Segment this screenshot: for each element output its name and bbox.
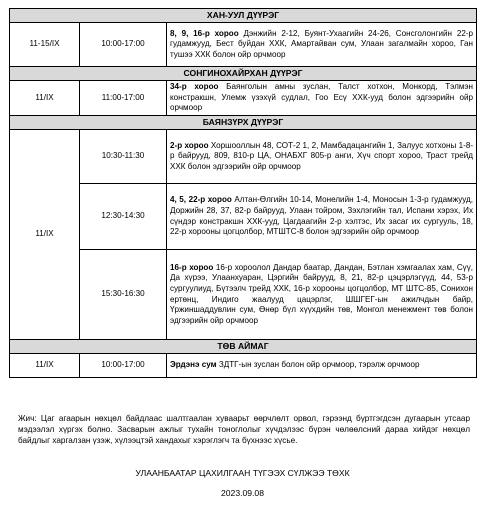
time-cell: 10:00-17:00 xyxy=(80,23,167,67)
khoroo-label: 4, 5, 22-р хороо xyxy=(170,195,232,205)
area-cell xyxy=(167,250,477,340)
section-header-row xyxy=(10,116,477,130)
area-cell xyxy=(167,184,477,250)
schedule-row xyxy=(10,354,477,378)
khoroo-label: Эрдэнэ сум xyxy=(170,360,217,370)
area-cell xyxy=(167,23,477,67)
outage-schedule-table xyxy=(9,8,477,378)
date-cell: 11/IX xyxy=(10,354,80,378)
area-text: Дэнжийн 2-12, Буянт-Ухаагийн 24-26, Сонсголонгийн 22-р гудамжууд, Бест буйдан ХХК, Амартайван сум, Улаан загалмайн хороо, Ган тушээ ХХК болон ойр орчмоор xyxy=(170,28,474,59)
area-text: 16-р хороолол Дандар баатар, Дандан, Бэтлан хэмгаалах хам, Сүү, Да хүрээ, Улаанхуаран, Цэргийн байрууд, 8, 21, 82-р цэцэрлэгүүд, 44, 53-р сургуулиуд, Бүтээлч трейд ХХК, 16-р хорооны цогцолбор, МТ ШТС-85, Сонихон ертөнц, Индиго жаалууд цацэрлэг, ШШГЕГ-ын ажилчдын байр, Үржиншаддувлин сум, Өнөр бүл хүүхдийн төв, Монгол менежмент төв болон эдгээрийн ойр орчмоор xyxy=(170,262,474,325)
time-cell: 10:00-17:00 xyxy=(80,354,167,378)
schedule-row xyxy=(10,250,477,340)
area-cell xyxy=(167,81,477,116)
area-text: ЗДТГ-ын зуслан болон ойр орчмоор, тэрэлж орчмоор xyxy=(216,360,420,370)
khoroo-label: 2-р хороо xyxy=(170,140,209,150)
date-cell: 11-15/IX xyxy=(10,23,80,67)
publication-date: 2023.09.08 xyxy=(220,488,264,498)
district-title: ХАН-УУЛ ДҮҮРЭГ xyxy=(10,9,477,23)
organization-name: УЛААНБААТАР ЦАХИЛГААН ТҮГЭЭХ СҮЛЖЭЭ ТӨХК xyxy=(135,468,350,478)
date-cell: 11/IX xyxy=(10,81,80,116)
schedule-row xyxy=(10,184,477,250)
khoroo-label: 16-р хороо xyxy=(170,262,214,272)
district-title: ТӨВ АЙМАГ xyxy=(10,340,477,354)
schedule-row xyxy=(10,23,477,67)
note-paragraph: Жич: Цаг агаарын нөхцөл байдлаас шалтгаалан хуваарьт өөрчлөлт орвол, гэрээнд бүртгэгдсэн дугаарын утсаар мэдээлэл хүргэх болно. Засварын ажлыг тухайн тоноглолыг хүчдэлээс бүрэн чөлөөлсний дараа хийдэг нөхцөл байдлыг харгалзан үзэж, хүлээцтэй хандахыг хэрэглэгч та бүхнээс хүсье. xyxy=(18,414,470,446)
schedule-row xyxy=(10,130,477,184)
district-title: СОНГИНОХАЙРХАН ДҮҮРЭГ xyxy=(10,67,477,81)
khoroo-label: 8, 9, 16-р хороо xyxy=(170,28,239,38)
section-header-row xyxy=(10,67,477,81)
area-cell xyxy=(167,354,477,378)
schedule-row xyxy=(10,81,477,116)
area-cell xyxy=(167,130,477,184)
district-title: БАЯНЗҮРХ ДҮҮРЭГ xyxy=(10,116,477,130)
area-text: Алтан-Өлгийн 10-14, Монелийн 1-4, Моносын 1-3-р гудамжууд, Доржийн 28, 37, 82-р байрууд, Улаан тойром, Зэхлэгийн тал, Испани хэрэх, Их сүндэр констракшн ХХК-ууд, Цагдаагийн 2-р хэлтэс, Их засаг их сургууль, 18, 22-р хорооны цогцолбор, МТШТС-8 болон эдгээрийн ойр орчмоор xyxy=(170,195,474,237)
section-header-row xyxy=(10,9,477,23)
time-cell: 11:00-17:00 xyxy=(80,81,167,116)
date-cell: 11/IX xyxy=(10,130,80,340)
time-cell: 10:30-11:30 xyxy=(80,130,167,184)
area-text: Хоршооллын 48, СОТ-2 1, 2, Мамбадацангийн 1, Залуус хотхоны 1-8-р байрууд, 809, 810-р ЦА, ОНАБХГ 805-р анги, Хүч спорт хороо, Траст трейд ХХК болон эдгээрийн ойр орчмоор xyxy=(170,140,474,171)
time-cell: 15:30-16:30 xyxy=(80,250,167,340)
khoroo-label: 34-р хороо xyxy=(170,82,219,92)
time-cell: 12:30-14:30 xyxy=(80,184,167,250)
section-header-row xyxy=(10,340,477,354)
area-text: Баянголын амны зуслан, Талст хотхон, Монкорд, Тэлмэн констракшн, Улемж үзэхүй судлал, Гоо Есү ХХК-ууд болон эдгээрийн ойр орчмоор xyxy=(170,82,474,113)
